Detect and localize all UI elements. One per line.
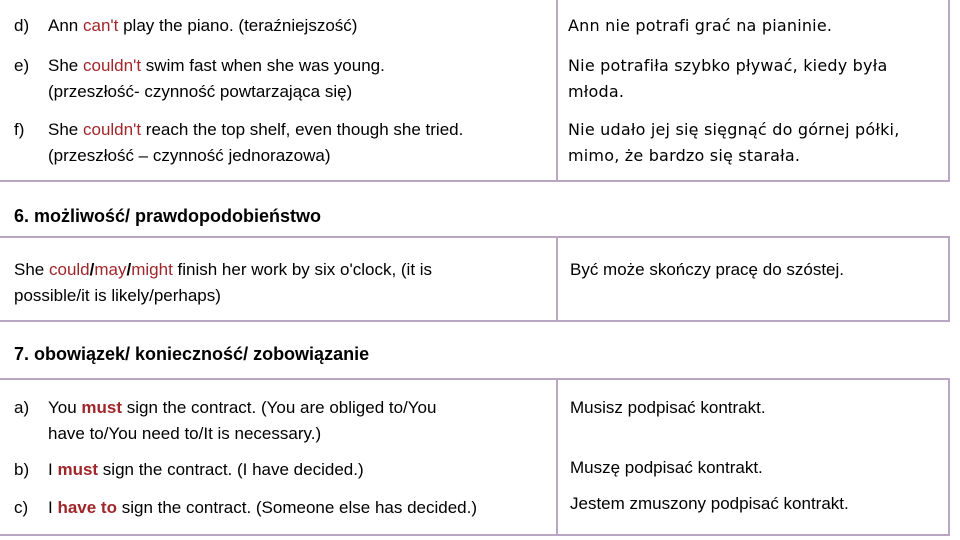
modal-keyword-could: could [48,260,90,279]
text-post: play the piano. (teraźniejszość) [118,16,358,35]
text-post: finish her work by six o'clock, (it is [172,260,433,279]
modal-keyword: must [57,460,99,479]
text-pre: I [48,460,58,479]
modal-keyword: can't [82,16,119,35]
translation-d: Ann nie potrafi grać na pianinie. [568,16,833,35]
translation-a: Musisz podpisać kontrakt. [570,398,766,417]
row-label: a) [14,398,30,417]
text-post: sign the contract. (I have decided.) [98,460,364,479]
text-post: sign the contract. (You are obliged to/You [122,398,437,417]
section6-sentence [14,258,432,282]
row-text [48,14,357,38]
modal-keyword: couldn't [82,120,142,139]
translation-c: Jestem zmuszony podpisać kontrakt. [570,494,849,513]
text-pre: You [48,398,82,417]
modal-keyword: have to [57,498,117,517]
translation-e-line2: młoda. [568,82,625,101]
translation-f-line1: Nie udało jej się sięgnąć do górnej półki, [568,120,900,139]
text-post: swim fast when she was young. [141,56,385,75]
row-label: e) [14,56,30,75]
text-post: reach the top shelf, even though she tried. [141,120,464,139]
modal-keyword-may: may [94,260,127,279]
text-pre: She [48,120,83,139]
section6-sentence-line2: possible/it is likely/perhaps) [14,286,221,305]
text-pre: Ann [48,16,83,35]
text-post: sign the contract. (Someone else has decided.) [116,498,478,517]
section6-translation: Być może skończy pracę do szóstej. [570,260,845,279]
translation-b: Muszę podpisać kontrakt. [570,458,763,477]
section7-heading: 7. obowiązek/ konieczność/ zobowiązanie [14,344,370,364]
row-label: d) [14,16,30,35]
separator: / [89,260,95,279]
text-pre: She [14,260,49,279]
row-text-line2: have to/You need to/It is necessary.) [48,424,322,443]
row-text [48,54,385,78]
modal-keyword: couldn't [82,56,142,75]
row-text [48,396,436,420]
row-text [48,118,463,142]
modal-keyword: must [81,398,123,417]
separator: / [126,260,132,279]
text-pre: She [48,56,83,75]
section6-heading: 6. możliwość/ prawdopodobieństwo [14,206,322,226]
row-text-line2: (przeszłość- czynność powtarzająca się) [48,82,353,101]
translation-f-line2: mimo, że bardzo się starała. [568,146,801,165]
row-label: c) [14,498,29,517]
row-label: b) [14,460,30,479]
row-text-line2: (przeszłość – czynność jednorazowa) [48,146,331,165]
row-label: f) [14,120,25,139]
row-text [48,458,364,482]
modal-keyword-might: might [131,260,173,279]
row-text [48,496,477,520]
translation-e-line1: Nie potrafiła szybko pływać, kiedy była [568,56,888,75]
text-pre: I [48,498,58,517]
